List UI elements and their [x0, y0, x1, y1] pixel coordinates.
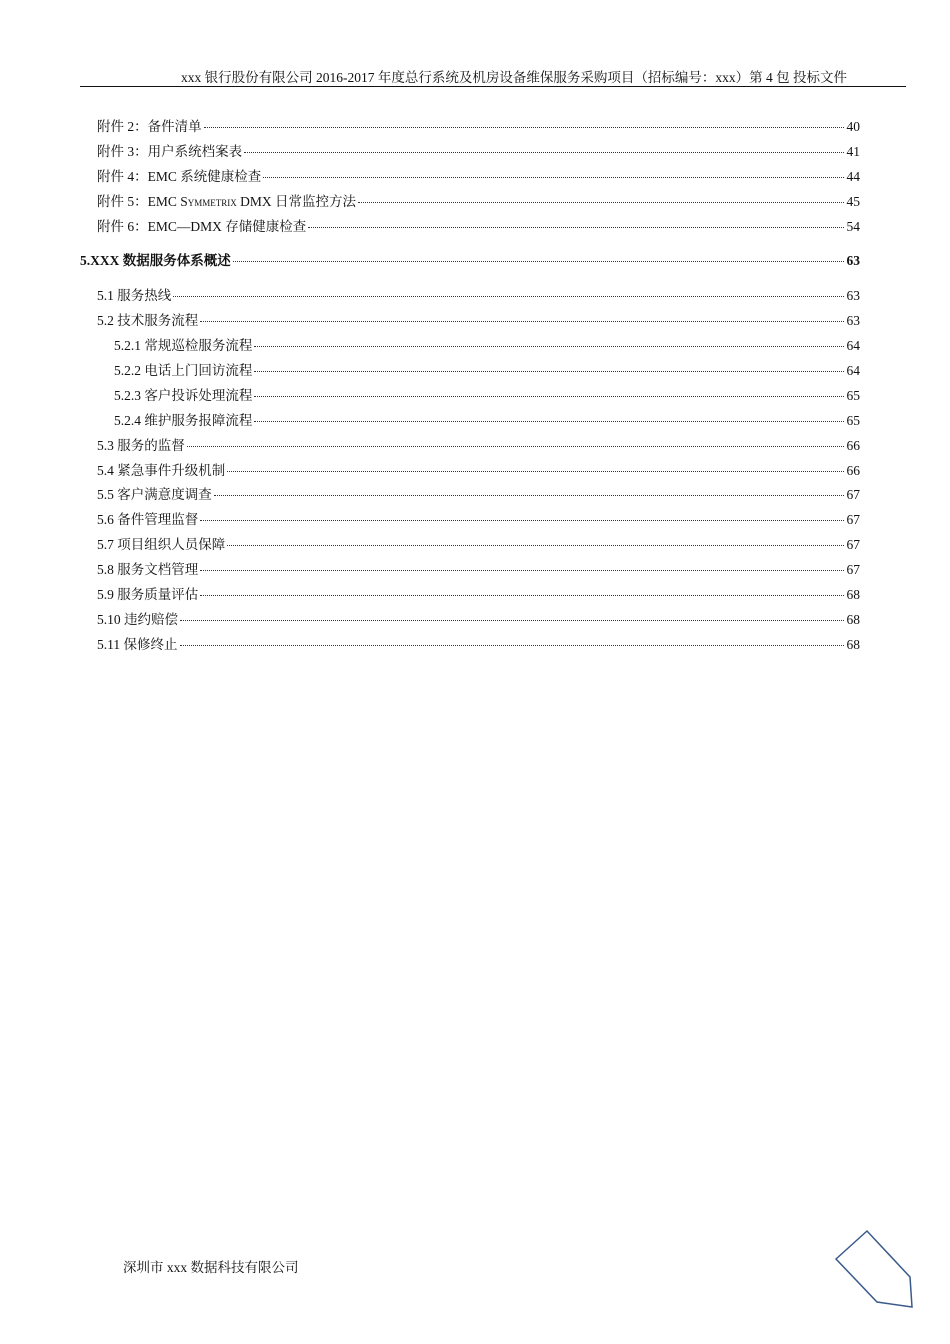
toc-entry-subsection[interactable] [80, 412, 860, 437]
toc-page-number: 44 [846, 168, 860, 184]
toc-page-number: 40 [846, 119, 860, 134]
toc-entry-appendix-6[interactable] [80, 218, 860, 243]
toc-entry-appendix-4[interactable] [80, 168, 860, 193]
dot-leader [200, 595, 844, 596]
toc-page-number: 67 [846, 512, 860, 528]
dot-leader [227, 471, 844, 472]
toc-page-number: 63 [846, 313, 860, 329]
toc-entry-label-part: 附件 5：EMC [97, 193, 181, 209]
toc-entry-section[interactable] [80, 437, 860, 462]
dot-leader [200, 570, 844, 571]
toc-entry-section[interactable] [80, 536, 860, 561]
toc-entry-label: 5.7 项目组织人员保障 [97, 537, 226, 553]
toc-page-number: 67 [846, 487, 860, 503]
toc-page-number: 68 [846, 587, 860, 603]
toc-page-number: 41 [846, 143, 860, 159]
toc-page-number: 64 [846, 363, 860, 379]
toc-entry-label-part: DMX 日常监控方法 [236, 193, 357, 209]
toc-entry-section[interactable] [80, 312, 860, 337]
toc-entry-label: 5.2 技术服务流程 [97, 313, 199, 329]
toc-entry-subsection[interactable] [80, 337, 860, 362]
toc-entry-subsection[interactable] [80, 387, 860, 412]
toc-entry-section[interactable] [80, 511, 860, 536]
toc-entry-label: 5.6 备件管理监督 [97, 512, 199, 528]
toc-entry-label: 5.4 紧急事件升级机制 [97, 462, 226, 478]
dot-leader [204, 127, 844, 128]
toc-entry-subsection[interactable] [80, 362, 860, 387]
toc-entry-label: 5.9 服务质量评估 [97, 587, 199, 603]
dot-leader [180, 620, 844, 621]
page-corner-arrow-icon [830, 1225, 920, 1315]
toc-entry-section[interactable] [80, 586, 860, 611]
toc-entry-label: 5.10 违约赔偿 [97, 611, 178, 627]
dot-leader [173, 296, 844, 297]
header-divider [80, 86, 906, 87]
toc-page-number: 67 [846, 537, 860, 553]
toc-entry-chapter-5[interactable] [80, 252, 860, 277]
toc-entry-label: 5.8 服务文档管理 [97, 562, 199, 578]
dot-leader [263, 177, 844, 178]
toc-entry-label: 5.2.2 电话上门回访流程 [114, 363, 253, 379]
toc-page-number: 63 [846, 288, 860, 304]
toc-page-number: 68 [846, 636, 860, 652]
toc-page-number: 65 [846, 387, 860, 403]
toc-entry-appendix-2[interactable] [80, 118, 860, 143]
toc-entry-section[interactable] [80, 486, 860, 511]
toc-entry-section[interactable] [80, 611, 860, 636]
dot-leader [214, 495, 844, 496]
toc-entry-label-smallcaps: Symmetrix [180, 193, 237, 209]
dot-leader [200, 520, 844, 521]
toc-entry-section[interactable] [80, 287, 860, 312]
toc-entry-appendix-5[interactable] [80, 193, 860, 218]
toc-entry-label [97, 193, 356, 211]
toc-entry-label: 5.1 服务热线 [97, 288, 172, 304]
toc-page-number: 66 [846, 462, 860, 478]
toc-entry-label: 5.3 服务的监督 [97, 437, 185, 453]
table-of-contents [80, 118, 860, 661]
dot-leader [200, 321, 844, 322]
toc-entry-label: 5.5 客户满意度调查 [97, 487, 212, 503]
toc-entry-label: 附件 6：EMC—DMX 存储健康检查 [97, 218, 307, 234]
dot-leader [244, 152, 844, 153]
toc-entry-label: 5.2.3 客户投诉处理流程 [114, 387, 253, 403]
toc-entry-label: 附件 2：备件清单 [97, 119, 202, 134]
dot-leader [187, 446, 844, 447]
toc-page-number: 45 [846, 193, 860, 209]
toc-page-number: 54 [846, 218, 860, 234]
page-footer-company: 深圳市 xxx 数据科技有限公司 [123, 1260, 299, 1275]
dot-leader [180, 645, 845, 646]
dot-leader [308, 227, 844, 228]
toc-entry-label: 5.11 保修终止 [97, 636, 178, 652]
toc-entry-label: 5.2.1 常规巡检服务流程 [114, 338, 253, 354]
dot-leader [233, 261, 844, 262]
toc-page-number: 67 [846, 562, 860, 578]
toc-page-number: 65 [846, 412, 860, 428]
toc-entry-appendix-3[interactable] [80, 143, 860, 168]
toc-page-number: 63 [846, 253, 860, 269]
dot-leader [254, 371, 844, 372]
toc-entry-label: 5.2.4 维护服务报障流程 [114, 412, 253, 428]
dot-leader [227, 545, 844, 546]
toc-entry-section[interactable] [80, 561, 860, 586]
toc-entry-label: 5.XXX 数据服务体系概述 [80, 253, 231, 269]
toc-entry-label: 附件 3：用户系统档案表 [97, 143, 243, 159]
toc-entry-label: 附件 4：EMC 系统健康检查 [97, 168, 262, 184]
dot-leader [358, 202, 844, 203]
toc-page-number: 68 [846, 611, 860, 627]
dot-leader [254, 421, 844, 422]
toc-page-number: 66 [846, 437, 860, 453]
toc-page-number: 64 [846, 338, 860, 354]
toc-entry-section[interactable] [80, 636, 860, 661]
toc-entry-section[interactable] [80, 462, 860, 487]
page-header: xxx 银行股份有限公司 2016-2017 年度总行系统及机房设备维保服务采购项目（招标编号：xxx）第 4 包 投标文件 [181, 70, 847, 85]
dot-leader [254, 346, 844, 347]
dot-leader [254, 396, 844, 397]
